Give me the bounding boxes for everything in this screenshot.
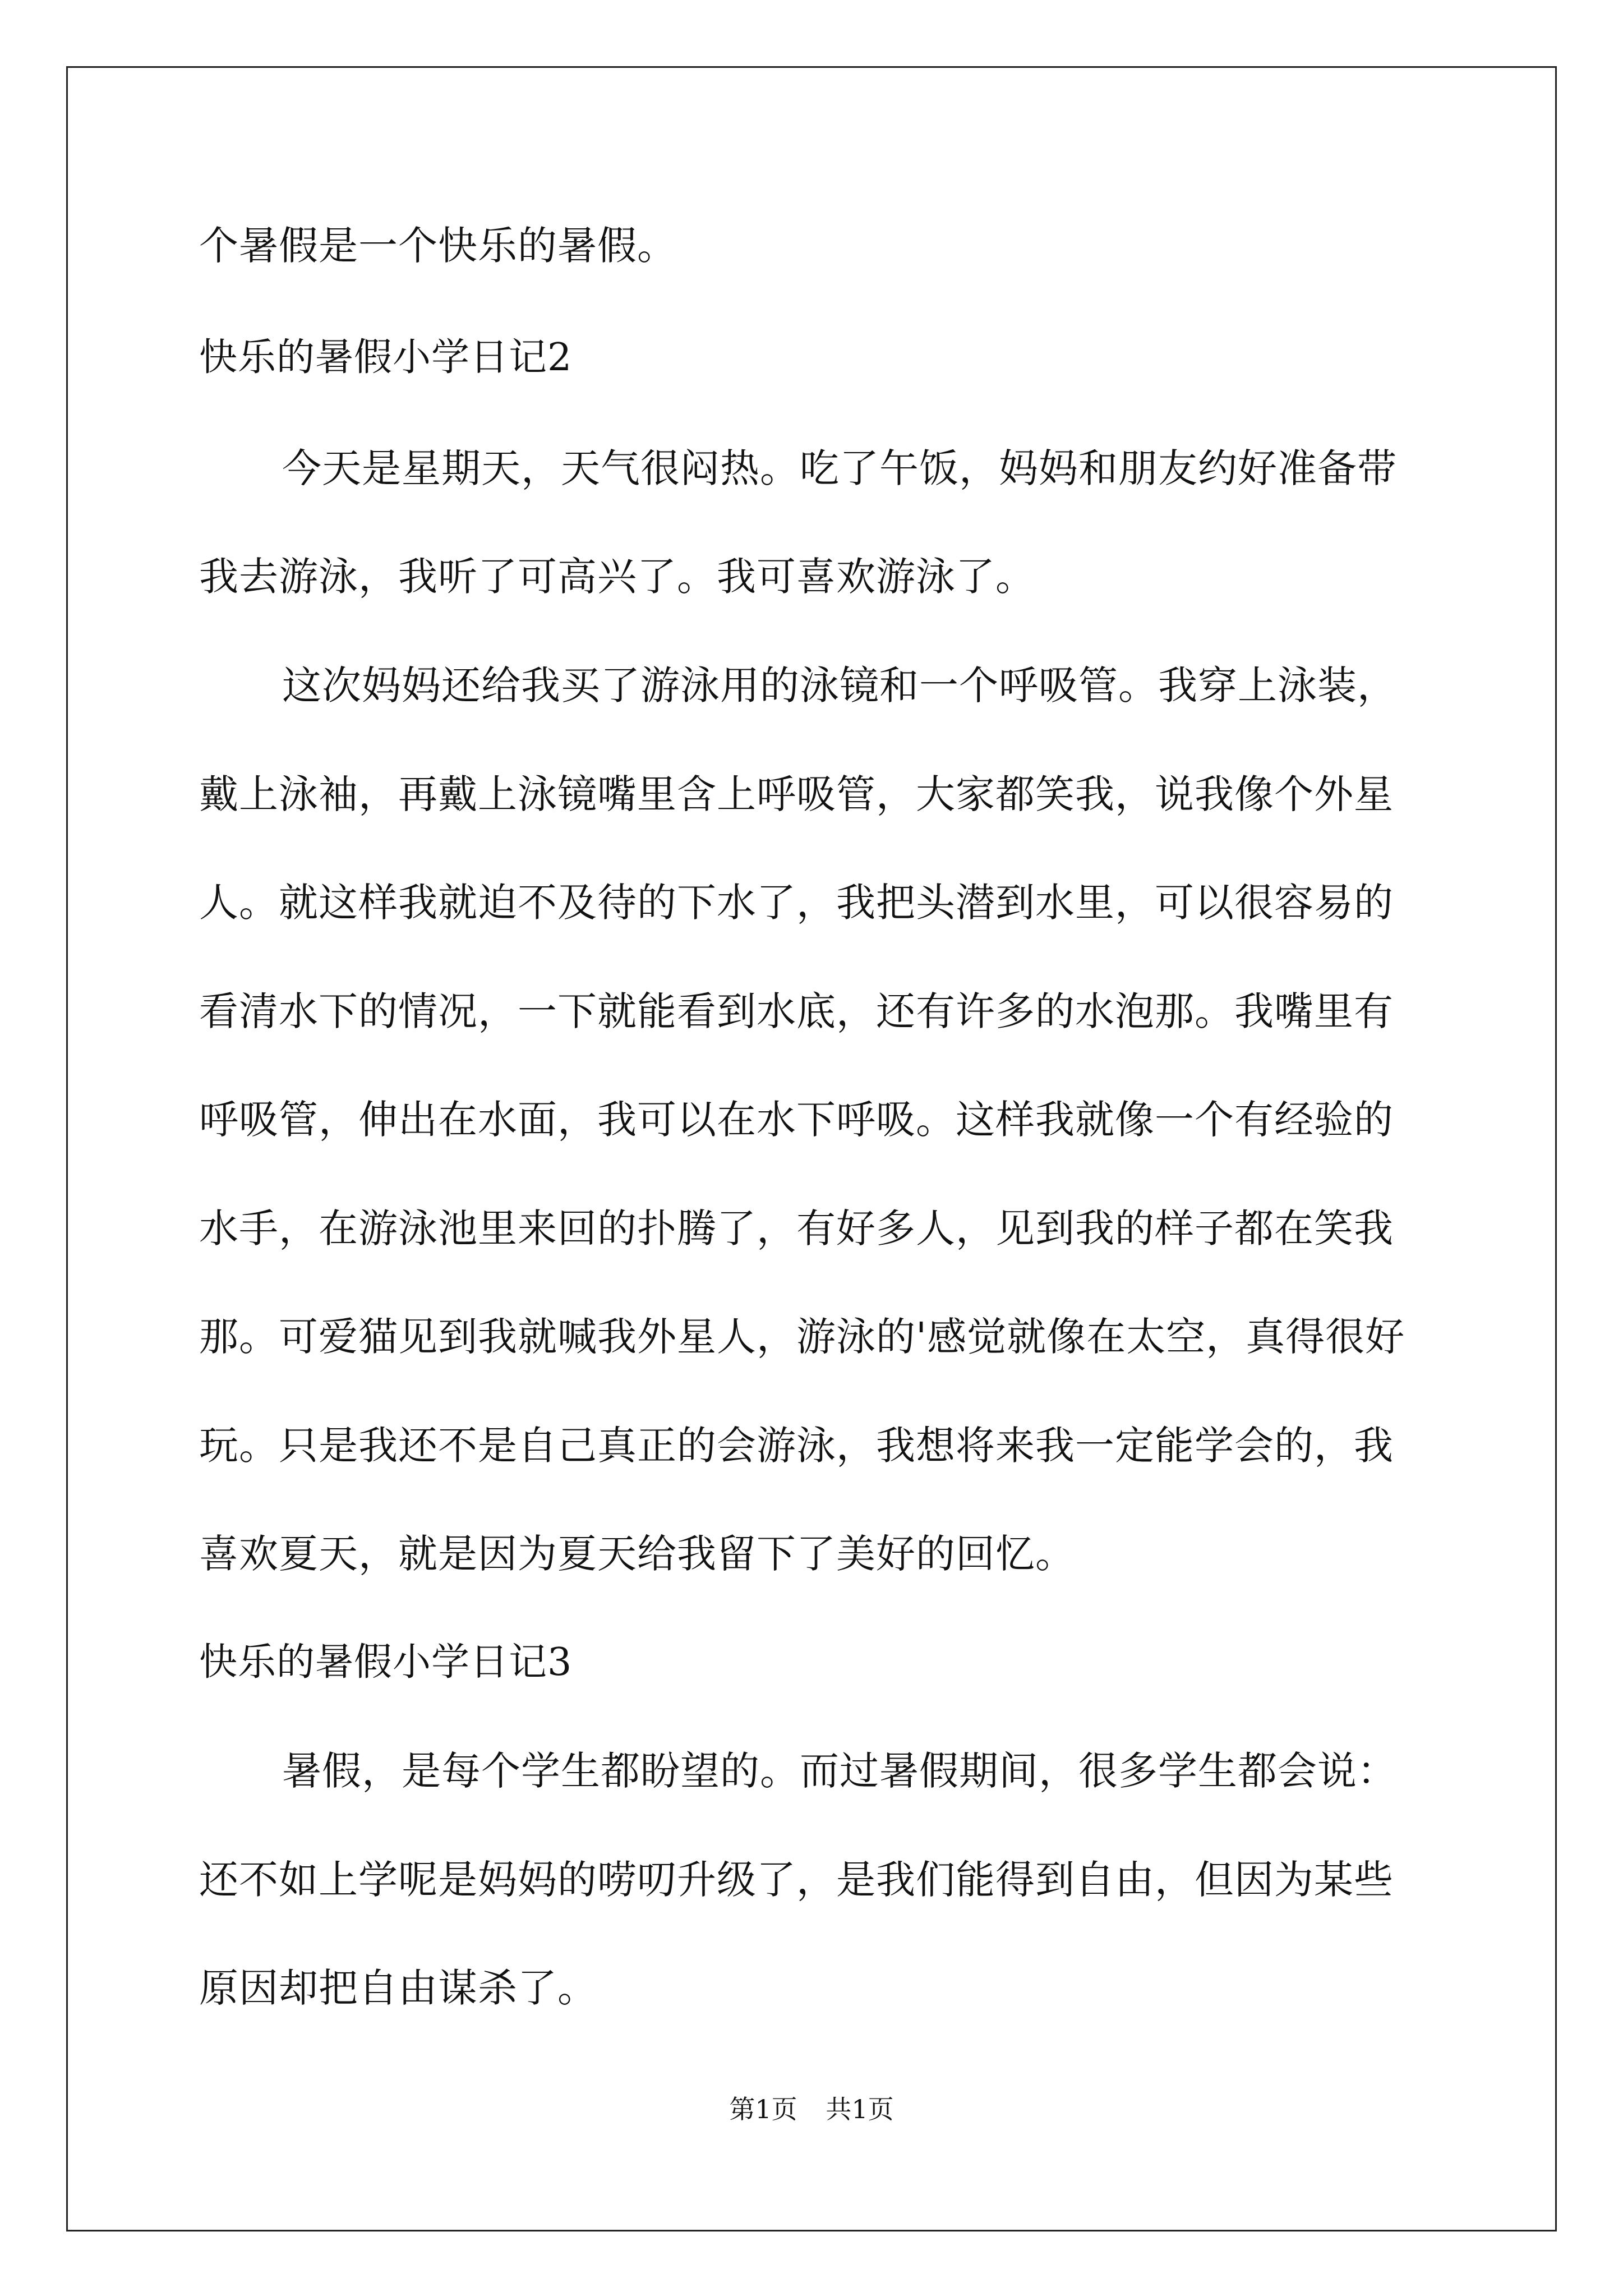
paragraph-line: 人。就这样我就迫不及待的下水了，我把头潜到水里，可以很容易的 (199, 880, 1394, 926)
paragraph-line: 原因却把自由谋杀了。 (199, 1965, 597, 2011)
paragraph-line: 呼吸管，伸出在水面，我可以在水下呼吸。这样我就像一个有经验的 (199, 1097, 1394, 1143)
paragraph-line: 那。可爱猫见到我就喊我外星人，游泳的'感觉就像在太空，真得很好 (199, 1314, 1405, 1360)
paragraph-line: 看清水下的情况，一下就能看到水底，还有许多的水泡那。我嘴里有 (199, 988, 1394, 1034)
page-footer (0, 2089, 1623, 2126)
paragraph-line: 水手，在游泳池里来回的扑腾了，有好多人，见到我的样子都在笑我 (199, 1205, 1394, 1251)
page-number: 第1页 (729, 2094, 797, 2124)
page-total: 共1页 (826, 2094, 894, 2124)
paragraph-line: 今天是星期天，天气很闷热。吃了午饭，妈妈和朋友约好准备带 (282, 445, 1397, 491)
paragraph-line: 还不如上学呢是妈妈的唠叨升级了，是我们能得到自由，但因为某些 (199, 1857, 1394, 1903)
paragraph-line: 玩。只是我还不是自己真正的会游泳，我想将来我一定能学会的，我 (199, 1423, 1394, 1469)
section-heading-3: 快乐的暑假小学日记3 (199, 1640, 573, 1685)
paragraph-line: 这次妈妈还给我买了游泳用的泳镜和一个呼吸管。我穿上泳装， (282, 662, 1397, 708)
section-heading-2: 快乐的暑假小学日记2 (199, 335, 573, 380)
paragraph-line: 喜欢夏天，就是因为夏天给我留下了美好的回忆。 (199, 1531, 1075, 1577)
paragraph-line: 我去游泳，我听了可高兴了。我可喜欢游泳了。 (199, 554, 1035, 600)
paragraph-line: 个暑假是一个快乐的暑假。 (199, 223, 677, 269)
paragraph-line: 暑假，是每个学生都盼望的。而过暑假期间，很多学生都会说： (282, 1748, 1397, 1794)
paragraph-line: 戴上泳袖，再戴上泳镜嘴里含上呼吸管，大家都笑我，说我像个外星 (199, 771, 1394, 817)
